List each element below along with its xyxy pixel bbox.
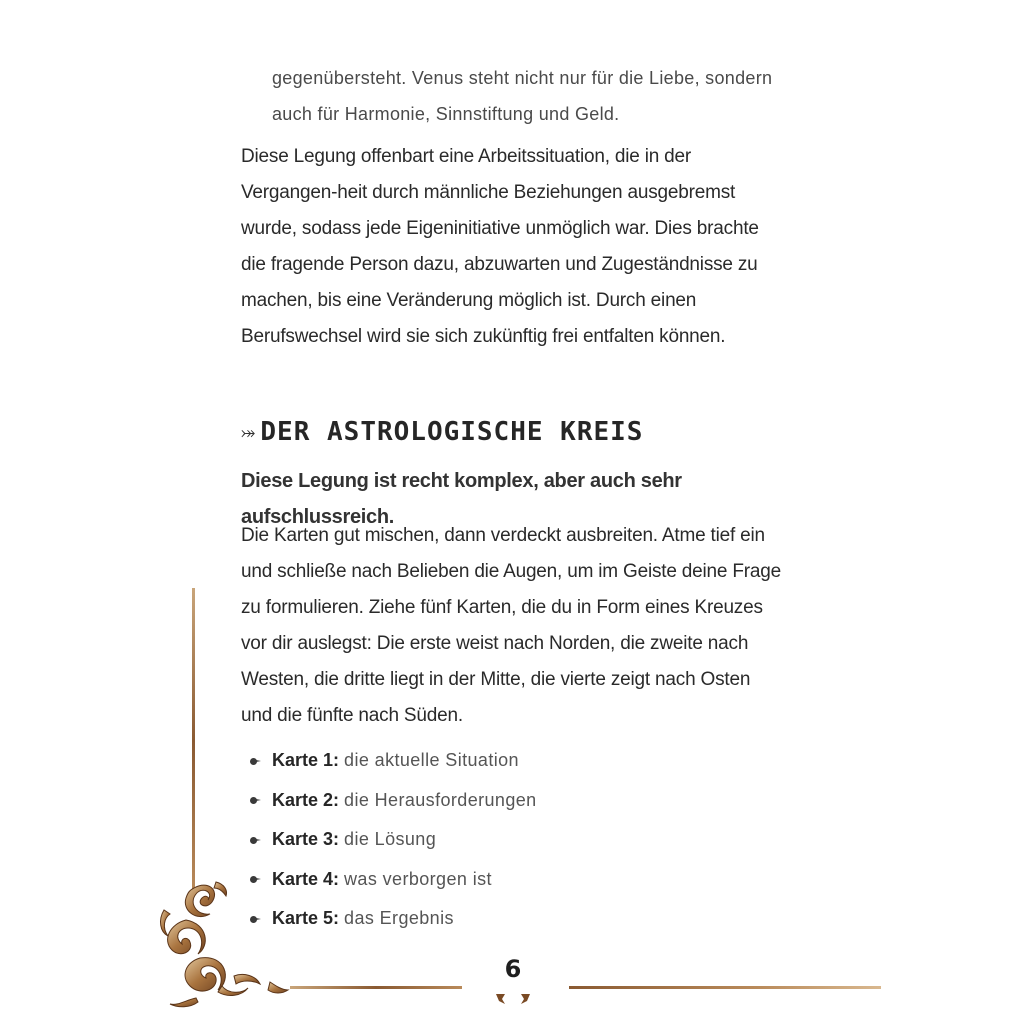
frame-vertical-line: [192, 588, 195, 893]
card-description: die aktuelle Situation: [344, 750, 519, 771]
section-subtitle: Diese Legung ist recht komplex, aber auch sehr aufschlussreich.: [241, 470, 682, 528]
card-label: Karte 1:: [272, 750, 340, 771]
bullet-icon: [250, 794, 262, 806]
arrow-icon: ⤖: [241, 421, 253, 443]
corner-ornament-icon: [156, 880, 296, 1010]
card-label: Karte 3:: [272, 829, 340, 850]
continued-paragraph: [272, 60, 792, 132]
frame-horizontal-line-right: [569, 986, 881, 989]
card-label: Karte 5:: [272, 908, 340, 929]
card-description: das Ergebnis: [344, 908, 454, 929]
paragraph-work-situation: Diese Legung offenbart eine Arbeitssituation, die in der Vergangen-heit durch männliche Beziehungen ausgebremst wurde, sodass jede Eigeninitiative unmöglich war. Dies brachte die fragende Person dazu, abzuwarten und Zugeständnisse zu machen, bis eine Veränderung möglich ist. Durch einen Berufswechsel wird sie sich zukünftig frei entfalten können.: [241, 146, 759, 347]
paragraph-instructions: Die Karten gut mischen, dann verdeckt ausbreiten. Atme tief ein und schließe nach Belieben die Augen, um im Geiste deine Frage zu formulieren. Ziehe fünf Karten, die du in Form eines Kreuzes vor dir auslegst: Die erste weist nach Norden, die zweite nach Westen, die dritte liegt in der Mitte, die vierte zeigt nach Osten und die fünfte nach Süden.: [241, 525, 781, 726]
frame-horizontal-line-left: [290, 986, 462, 989]
page-number: 6: [504, 955, 522, 983]
card-label: Karte 2:: [272, 789, 340, 810]
bullet-icon: [250, 834, 262, 846]
section-title: DER ASTROLOGISCHE KREIS: [260, 417, 644, 447]
card-description: die Lösung: [344, 829, 437, 850]
list-item: [250, 820, 537, 860]
continued-line-2: auch für Harmonie, Sinnstiftung und Geld.: [272, 104, 620, 124]
list-item: [250, 781, 537, 821]
continued-line-1: gegenübersteht. Venus steht nicht nur für die Liebe, sondern: [272, 68, 773, 88]
list-item: [250, 741, 537, 781]
section-heading: [241, 412, 801, 452]
card-description: was verborgen ist: [344, 868, 492, 889]
bullet-icon: [250, 755, 262, 767]
card-label: Karte 4:: [272, 868, 340, 889]
card-description: die Herausforderungen: [344, 789, 537, 810]
page-number-ornament-icon: [493, 992, 533, 1006]
